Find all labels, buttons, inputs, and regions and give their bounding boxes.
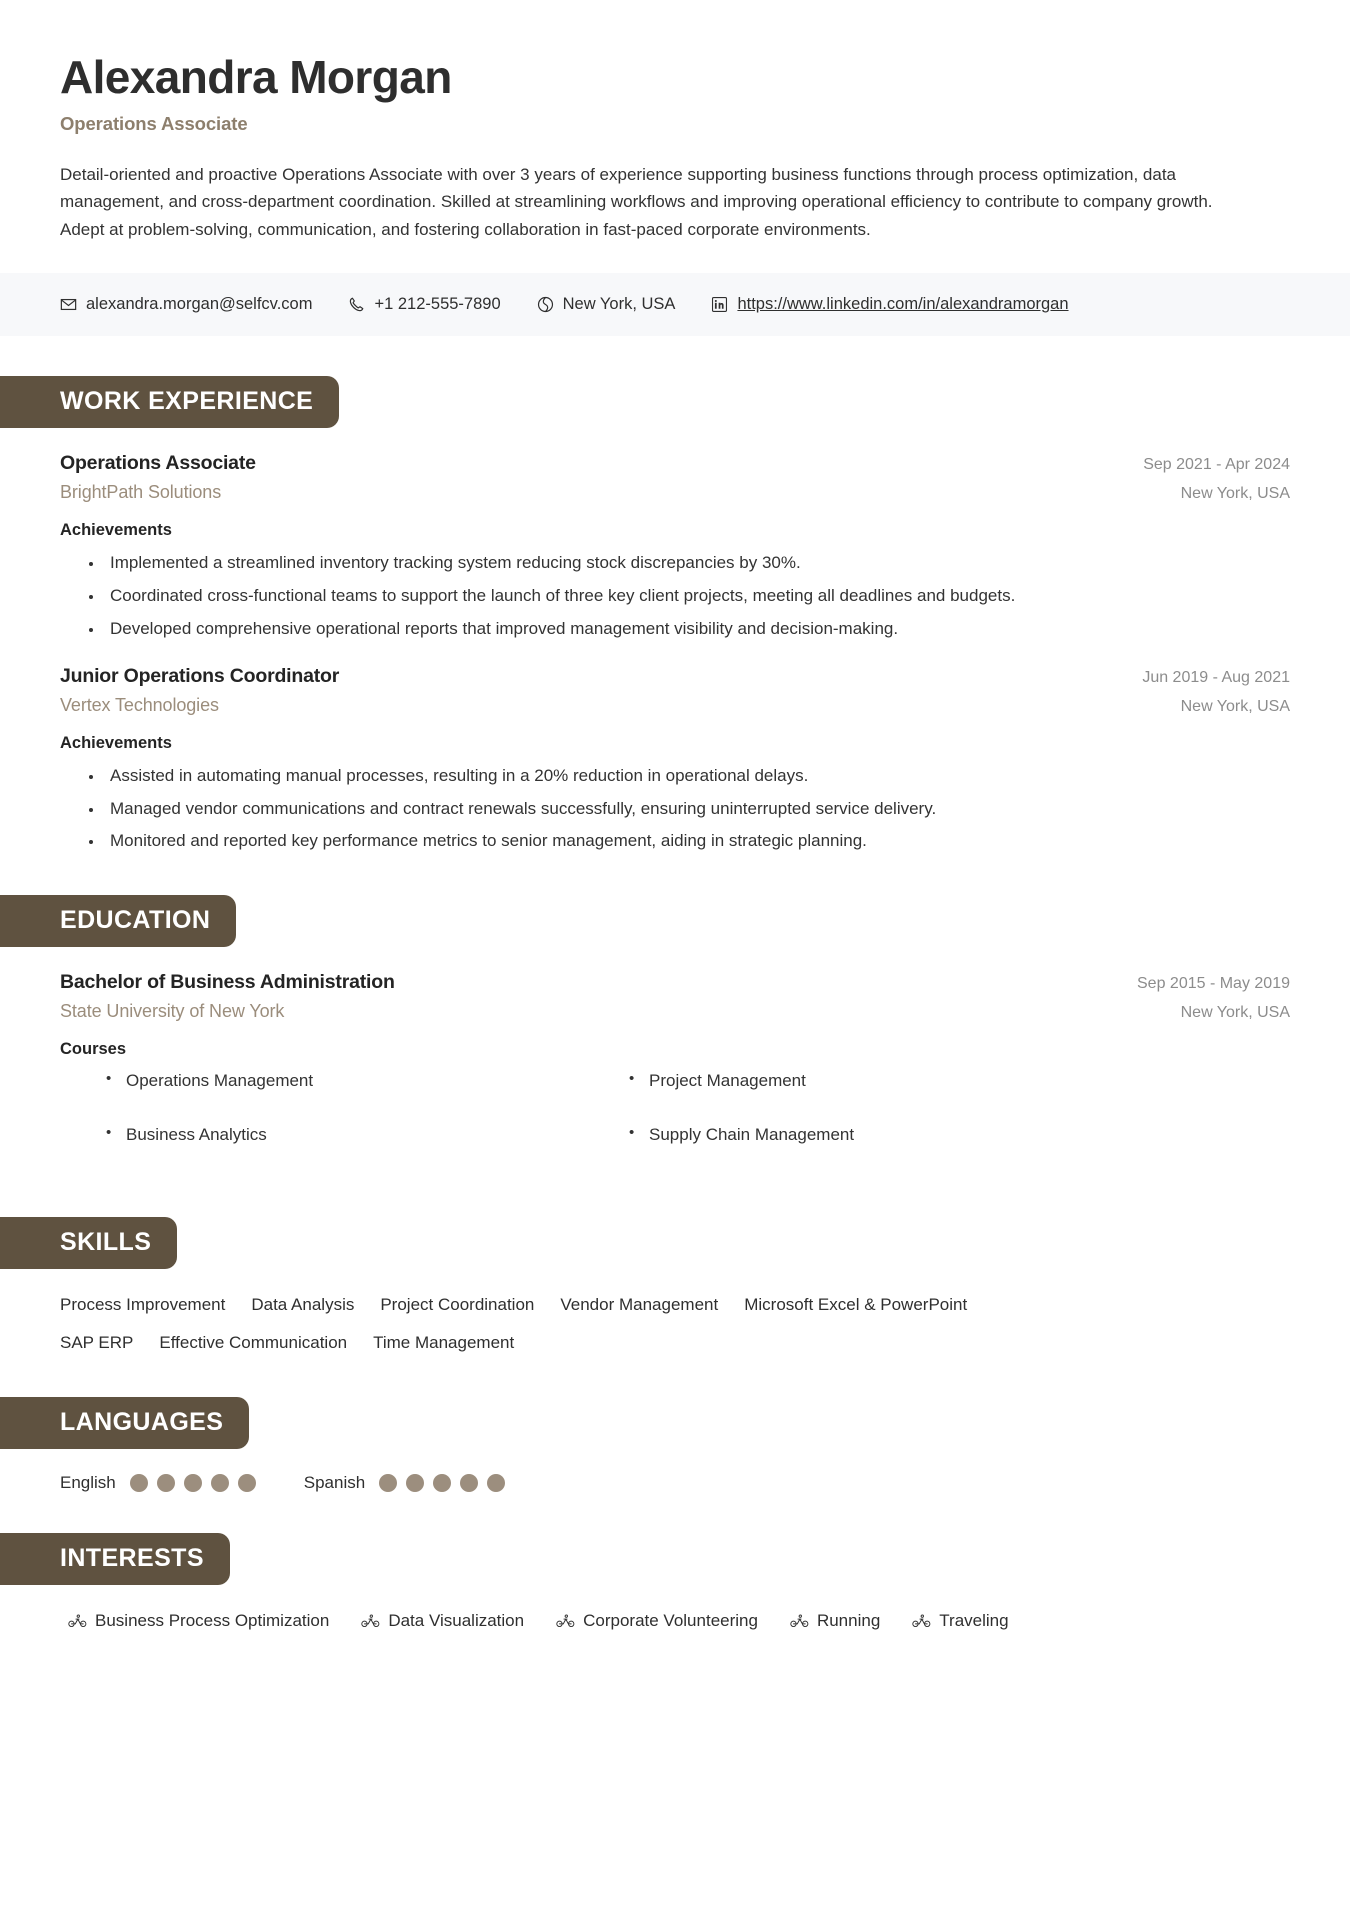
envelope-icon — [60, 296, 77, 313]
bicycle-icon — [556, 1614, 575, 1628]
work-entry-title: Operations Associate — [60, 452, 256, 475]
level-dot — [157, 1474, 175, 1492]
skill-item: SAP ERP — [60, 1332, 134, 1352]
skill-item: Vendor Management — [560, 1294, 719, 1314]
list-item: • Coordinated cross-functional teams to support the launch of three key client projects, meeting all deadlines and budgets. — [104, 583, 1290, 610]
level-dot — [184, 1474, 202, 1492]
language-level-dots — [130, 1474, 256, 1492]
section-work-experience — [0, 376, 1350, 855]
contact-linkedin-text[interactable]: https://www.linkedin.com/in/alexandramorgan — [737, 295, 1069, 314]
level-dot — [130, 1474, 148, 1492]
list-item: • Monitored and reported key performance metrics to senior management, aiding in strategic planning. — [104, 828, 1290, 855]
languages-list — [60, 1473, 1290, 1493]
interest-item — [361, 1611, 524, 1631]
contact-phone-text: +1 212-555-7890 — [374, 295, 501, 314]
skill-item: Project Coordination — [380, 1294, 535, 1314]
language-name: Spanish — [303, 1472, 366, 1492]
skill-item: Effective Communication — [159, 1332, 348, 1352]
work-entry-organization: Vertex Technologies — [60, 694, 219, 715]
list-item: • Supply Chain Management — [627, 1123, 1120, 1147]
list-item: • Developed comprehensive operational reports that improved management visibility and decision-making. — [104, 616, 1290, 643]
level-dot — [238, 1474, 256, 1492]
interests-body — [0, 1611, 1350, 1639]
contact-linkedin[interactable] — [711, 295, 1068, 314]
section-interests — [0, 1533, 1350, 1639]
language-level-dots — [379, 1474, 505, 1492]
education-entries — [0, 971, 1350, 1177]
skills-body — [0, 1291, 1350, 1357]
list-item: • Assisted in automating manual processes, resulting in a 20% reduction in operational delays. — [104, 763, 1290, 790]
contact-email-text: alexandra.morgan@selfcv.com — [86, 295, 313, 314]
interest-label: Business Process Optimization — [95, 1610, 330, 1630]
linkedin-icon — [711, 296, 728, 313]
bicycle-icon — [790, 1614, 809, 1628]
interests-list — [60, 1611, 1290, 1639]
list-item: • Operations Management — [104, 1069, 597, 1093]
page-title: Alexandra Morgan — [60, 51, 452, 103]
education-entry-sub-label: Courses — [60, 1040, 127, 1059]
level-dot — [487, 1474, 505, 1492]
interest-item — [912, 1611, 1008, 1631]
interest-label: Traveling — [939, 1610, 1009, 1630]
contact-bar — [0, 273, 1350, 336]
language-name: English — [60, 1472, 116, 1492]
section-education — [0, 895, 1350, 1177]
list-item: • Implemented a streamlined inventory tracking system reducing stock discrepancies by 30%. — [104, 550, 1290, 577]
contact-location — [537, 295, 676, 314]
bicycle-icon — [68, 1614, 87, 1628]
bicycle-icon — [361, 1614, 380, 1628]
list-item: • Managed vendor communications and contract renewals successfully, ensuring uninterrupted service delivery. — [104, 796, 1290, 823]
skill-item: Microsoft Excel & PowerPoint — [744, 1294, 968, 1314]
work-entry-date: Jun 2019 - Aug 2021 — [1142, 668, 1290, 686]
level-dot — [379, 1474, 397, 1492]
contact-email[interactable] — [60, 295, 312, 314]
section-heading-skills: SKILLS — [0, 1217, 177, 1269]
work-entry-title: Junior Operations Coordinator — [60, 664, 340, 687]
language-item — [60, 1473, 256, 1493]
interest-label: Corporate Volunteering — [583, 1610, 758, 1630]
language-item — [304, 1473, 505, 1493]
education-entry-organization: State University of New York — [60, 1001, 285, 1022]
education-entry — [60, 971, 1290, 1177]
education-courses-list — [60, 1069, 1120, 1177]
contact-phone[interactable] — [348, 295, 500, 314]
contact-location-text: New York, USA — [562, 295, 676, 314]
work-entries — [0, 452, 1350, 855]
job-title: Operations Associate — [60, 112, 248, 134]
skill-item: Process Improvement — [60, 1294, 226, 1314]
section-heading-work: WORK EXPERIENCE — [0, 376, 339, 428]
interest-item — [556, 1611, 758, 1631]
level-dot — [211, 1474, 229, 1492]
interest-item — [68, 1611, 329, 1631]
interest-label: Running — [816, 1610, 881, 1630]
section-skills — [0, 1217, 1350, 1357]
education-entry-location: New York, USA — [1180, 1004, 1290, 1022]
work-entry-bullets — [60, 763, 1290, 856]
skill-item: Time Management — [373, 1332, 515, 1352]
resume-header — [0, 0, 1350, 243]
phone-icon — [348, 296, 365, 313]
section-heading-interests: INTERESTS — [0, 1533, 230, 1585]
work-entry — [60, 452, 1290, 643]
level-dot — [433, 1474, 451, 1492]
level-dot — [460, 1474, 478, 1492]
location-icon — [537, 296, 554, 313]
work-entry-bullets — [60, 550, 1290, 643]
work-entry-location: New York, USA — [1180, 697, 1290, 715]
bicycle-icon — [912, 1614, 931, 1628]
level-dot — [406, 1474, 424, 1492]
skills-list — [60, 1291, 1070, 1357]
interest-label: Data Visualization — [388, 1610, 525, 1630]
education-entry-date: Sep 2015 - May 2019 — [1137, 975, 1290, 993]
section-heading-education: EDUCATION — [0, 895, 236, 947]
professional-summary: Detail-oriented and proactive Operations Associate with over 3 years of experience supporting business functions through process optimization, data management, and cross-department coordination. Skilled at streamlining workflows and improving operational efficiency to contribute to company growth. Adept at problem-solving, communication, and fostering collaboration in fast-paced corporate environments. — [60, 164, 1213, 239]
education-entry-title: Bachelor of Business Administration — [60, 971, 395, 994]
list-item: • Project Management — [627, 1069, 1120, 1093]
work-entry-sub-label: Achievements — [60, 521, 172, 540]
work-entry-organization: BrightPath Solutions — [60, 482, 222, 503]
languages-body — [0, 1473, 1350, 1493]
work-entry-location: New York, USA — [1180, 485, 1290, 503]
section-languages — [0, 1397, 1350, 1493]
list-item: • Business Analytics — [104, 1123, 597, 1147]
work-entry — [60, 665, 1290, 856]
interest-item — [790, 1611, 880, 1631]
section-heading-languages: LANGUAGES — [0, 1397, 249, 1449]
work-entry-date: Sep 2021 - Apr 2024 — [1143, 456, 1290, 474]
skill-item: Data Analysis — [251, 1294, 355, 1314]
work-entry-sub-label: Achievements — [60, 733, 172, 752]
